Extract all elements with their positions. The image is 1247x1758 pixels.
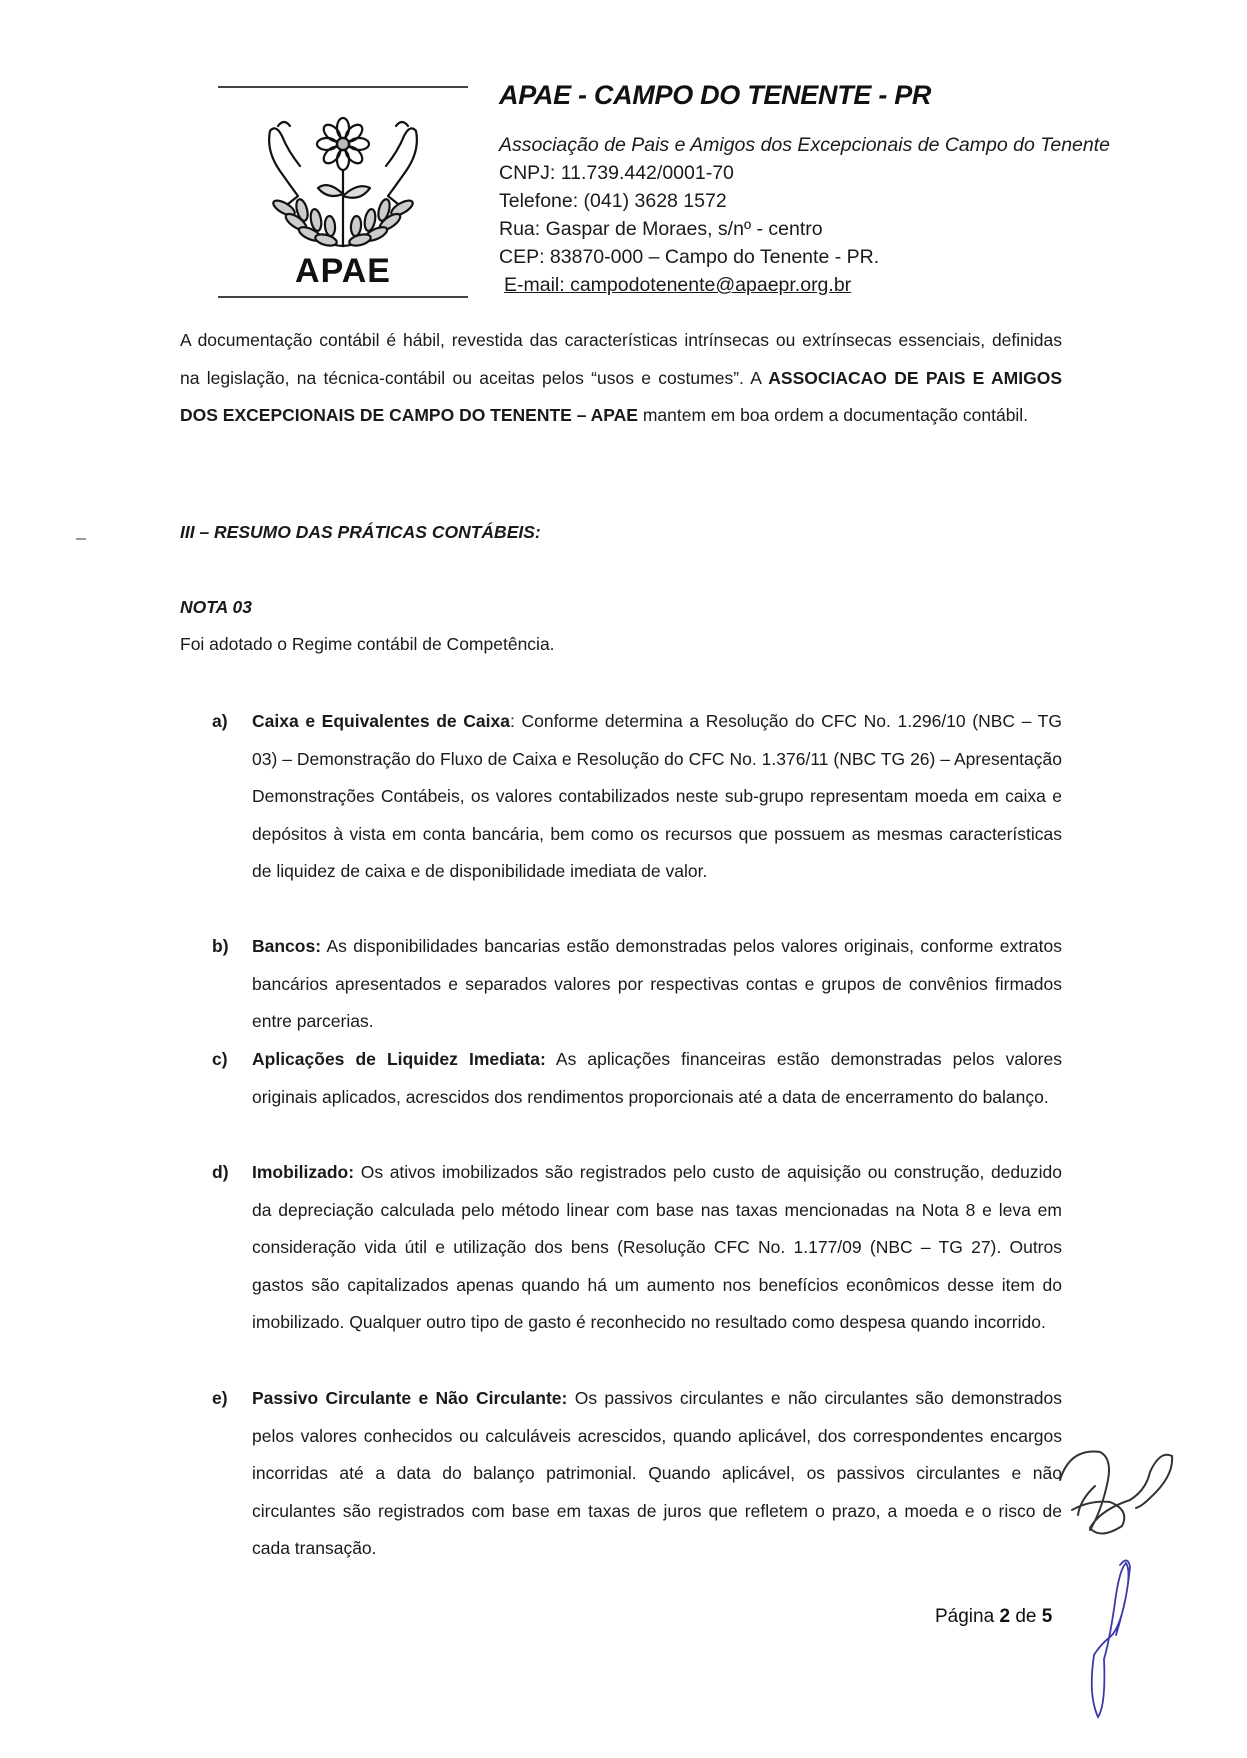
signature-blue-icon xyxy=(1080,1555,1150,1725)
org-phone: Telefone: (041) 3628 1572 xyxy=(499,190,727,212)
list-item-separator xyxy=(567,1388,574,1408)
list-item-body xyxy=(252,703,1062,891)
note-title: NOTA 03 xyxy=(180,597,252,617)
list-item-text: As aplicações financeiras estão demonstradas pelos valores originais aplicados, acrescidos dos rendimentos proporcionais até a data de encerramento do balanço. xyxy=(252,1049,1062,1107)
list-marker: e) xyxy=(212,1388,228,1408)
hands-flower-wreath-icon xyxy=(240,96,446,256)
org-title: APAE - CAMPO DO TENENTE - PR xyxy=(499,80,932,110)
org-cep: CEP: 83870-000 – Campo do Tenente - PR. xyxy=(499,246,880,268)
list-item-title: Caixa e Equivalentes de Caixa xyxy=(252,711,510,731)
apae-logo xyxy=(218,86,468,298)
org-email-link[interactable]: E-mail: campodotenente@apaepr.org.br xyxy=(504,274,852,296)
list-item-title: Passivo Circulante e Não Circulante: xyxy=(252,1388,568,1408)
page-label: Página xyxy=(935,1606,995,1627)
list-item-body xyxy=(252,1041,1062,1116)
note-text: Foi adotado o Regime contábil de Competência. xyxy=(180,634,555,654)
list-marker: a) xyxy=(212,711,228,731)
page-total: 5 xyxy=(1041,1606,1053,1627)
org-address: Rua: Gaspar de Moraes, s/nº - centro xyxy=(499,218,823,240)
list-item-title: Imobilizado: xyxy=(252,1162,355,1182)
list-item-body xyxy=(252,928,1062,1041)
intro-entity-name: ASSOCIACAO DE PAIS E AMIGOS DOS EXCEPCIONAIS DE CAMPO DO TENENTE – APAE xyxy=(180,367,1062,425)
list-item-text: Conforme determina a Resolução do CFC No. 1.296/10 (NBC – TG 03) – Demonstração do Fluxo de Caixa e Resolução do CFC No. 1.376/11 (NBC TG 26) – Apresentação Demonstrações Contábeis, os valores contabilizados neste sub-grupo representam moeda em caixa e depósitos à vista em conta bancária, bem como os recursos que possuem as mesmas características de liquidez de caixa e de disponibilidade imediata de valor. xyxy=(252,711,1062,881)
list-item-body xyxy=(252,1154,1062,1342)
list-item-text: As disponibilidades bancarias estão demonstradas pelos valores originais, conforme extratos bancários apresentados e separados valores por respectivas contas e grupos de convênios firmados entre parcerias. xyxy=(252,936,1063,1031)
list-item-separator xyxy=(546,1049,556,1069)
list-marker: d) xyxy=(212,1162,229,1182)
list-item-body xyxy=(252,1380,1062,1568)
signature-black-icon xyxy=(1050,1440,1180,1560)
list-item-separator: : xyxy=(509,711,522,731)
page-current: 2 xyxy=(999,1606,1011,1627)
page-of: de xyxy=(1015,1606,1037,1627)
intro-text-before: A documentação contábil é hábil, revestida das características intrínsecas ou extrínsecas essenciais, definidas na legislação, na técnica-contábil ou aceitas pelos “usos e costumes”. A xyxy=(180,330,1062,388)
intro-text-after: mantem em boa ordem a documentação contábil. xyxy=(637,405,1029,425)
list-item-text: Os passivos circulantes e não circulantes são demonstrados pelos valores conhecidos ou calculáveis acrescidos, quando aplicável, dos correspondentes encargos incorridas até a data do balanço patrimonial. Quando aplicável, os passivos circulantes e não circulantes são registrados com base em taxas de juros que refletem o prazo, a moeda e o risco de cada transação. xyxy=(252,1388,1062,1558)
section-heading: III – RESUMO DAS PRÁTICAS CONTÁBEIS: xyxy=(180,522,541,542)
list-marker: c) xyxy=(212,1049,228,1069)
list-item-text: Os ativos imobilizados são registrados pelo custo de aquisição ou construção, deduzido da depreciação calculada pelo método linear com base nas taxas mencionadas na Nota 8 e leva em consideração vida útil e utilização dos bens (Resolução CFC No. 1.177/09 (NBC – TG 27). Outros gastos são capitalizados apenas quando há um aumento nos benefícios econômicos desse item do imobilizado. Qualquer outro tipo de gasto é reconhecido no resultado como despesa quando incorrido. xyxy=(252,1162,1062,1332)
list-item-title: Aplicações de Liquidez Imediata: xyxy=(252,1049,546,1069)
org-subtitle: Associação de Pais e Amigos dos Excepcionais de Campo do Tenente xyxy=(499,134,1111,156)
logo-bottom-rule xyxy=(218,296,468,298)
org-cnpj: CNPJ: 11.739.442/0001-70 xyxy=(499,162,734,184)
logo-text: APAE xyxy=(295,252,391,290)
list-marker: b) xyxy=(212,936,229,956)
list-item-title: Bancos: xyxy=(252,936,322,956)
page-number xyxy=(935,1606,1052,1628)
scan-artifact xyxy=(76,538,86,540)
list-item-separator xyxy=(354,1162,361,1182)
logo-top-rule xyxy=(218,86,468,88)
intro-paragraph xyxy=(180,322,1062,435)
